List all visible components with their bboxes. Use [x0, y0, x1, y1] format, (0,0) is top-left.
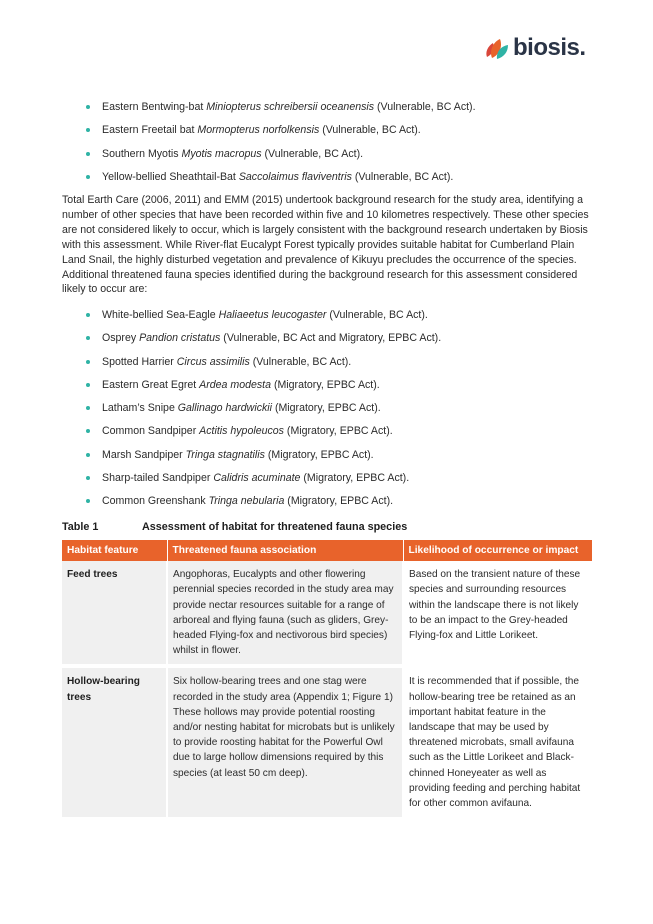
- list-item: Common Greenshank Tringa nebularia (Migratory, EPBC Act).: [86, 495, 441, 508]
- list-item: Common Sandpiper Actitis hypoleucos (Migratory, EPBC Act).: [86, 425, 441, 438]
- list-item: Eastern Freetail bat Mormopterus norfolkensis (Vulnerable, BC Act).: [86, 124, 476, 137]
- cell-feature: Feed trees: [62, 561, 167, 666]
- table-header-row: [62, 540, 592, 561]
- table-caption: [62, 521, 407, 533]
- list-item: Spotted Harrier Circus assimilis (Vulnerable, BC Act).: [86, 356, 441, 369]
- biosis-logo: [484, 36, 596, 64]
- table-title: Assessment of habitat for threatened fauna species: [142, 521, 408, 533]
- list-item: Eastern Bentwing-bat Miniopterus schreibersii oceanensis (Vulnerable, BC Act).: [86, 101, 476, 114]
- list-item: Yellow-bellied Sheathtail-Bat Saccolaimus flaviventris (Vulnerable, BC Act).: [86, 171, 476, 184]
- bullet-list-bats: [86, 101, 476, 194]
- list-item: Marsh Sandpiper Tringa stagnatilis (Migratory, EPBC Act).: [86, 449, 441, 462]
- list-item: Southern Myotis Myotis macropus (Vulnerable, BC Act).: [86, 148, 476, 161]
- cell-likelihood: Based on the transient nature of these species and surrounding resources within the landscape there is not likely to be an impact to the Grey-headed Flying-fox and Little Lorikeet.: [403, 561, 592, 666]
- table-row: [62, 561, 592, 666]
- list-item: Osprey Pandion cristatus (Vulnerable, BC Act and Migratory, EPBC Act).: [86, 332, 441, 345]
- header-habitat-feature: Habitat feature: [62, 540, 167, 561]
- habitat-assessment-table: [62, 540, 592, 817]
- cell-association: Six hollow-bearing trees and one stag were recorded in the study area (Appendix 1; Figure 1) These hollows may provide potential roosting and/or nesting habitat for microbats but is unlikely to provide roosting habitat for the Powerful Owl due to large hollow dimensions required by this species (at least 50 cm deep).: [167, 666, 403, 817]
- list-item: White-bellied Sea-Eagle Haliaeetus leucogaster (Vulnerable, BC Act).: [86, 309, 441, 322]
- cell-feature: Hollow-bearing trees: [62, 666, 167, 817]
- list-item: Sharp-tailed Sandpiper Calidris acuminate (Migratory, EPBC Act).: [86, 472, 441, 485]
- header-threatened-fauna-association: Threatened fauna association: [167, 540, 403, 561]
- cell-likelihood: It is recommended that if possible, the hollow-bearing tree be retained as an important habitat feature in the landscape that may be used by threatened microbats, small avifauna such as the Little Lorikeet and Black-chinned Honeyeater as well as providing feeding and perching habitat for other common avifauna.: [403, 666, 592, 817]
- background-research-paragraph: Total Earth Care (2006, 2011) and EMM (2015) undertook background research for the study area, identifying a number of other species that have been recorded within five and 10 kilometres respectively. These other species are not considered likely to occur, which is largely consistent with the background research undertaken by Biosis with this assessment. While River-flat Eucalypt Forest typically provides suitable habitat for Cumberland Plain Land Snail, the highly disturbed vegetation and prevalence of Kikuyu precludes the occurrence of the species. Additional threatened fauna species identified during the background research for this assessment considered likely to occur are:: [62, 194, 589, 296]
- list-item: Latham’s Snipe Gallinago hardwickii (Migratory, EPBC Act).: [86, 402, 441, 415]
- list-item: Eastern Great Egret Ardea modesta (Migratory, EPBC Act).: [86, 379, 441, 392]
- bullet-list-additional-species: [86, 309, 441, 519]
- biosis-logo-mark-icon: [484, 37, 512, 61]
- table-row: [62, 666, 592, 817]
- table-number: Table 1: [62, 521, 99, 533]
- biosis-logo-text: biosis.: [513, 34, 586, 61]
- cell-association: Angophoras, Eucalypts and other flowering perennial species recorded in the study area may provide nectar resources suitable for a range of arboreal and flying fauna (such as gliders, Grey-headed Flying-fox and nectivorous bird species) whilst in flower.: [167, 561, 403, 666]
- header-likelihood: Likelihood of occurrence or impact: [403, 540, 592, 561]
